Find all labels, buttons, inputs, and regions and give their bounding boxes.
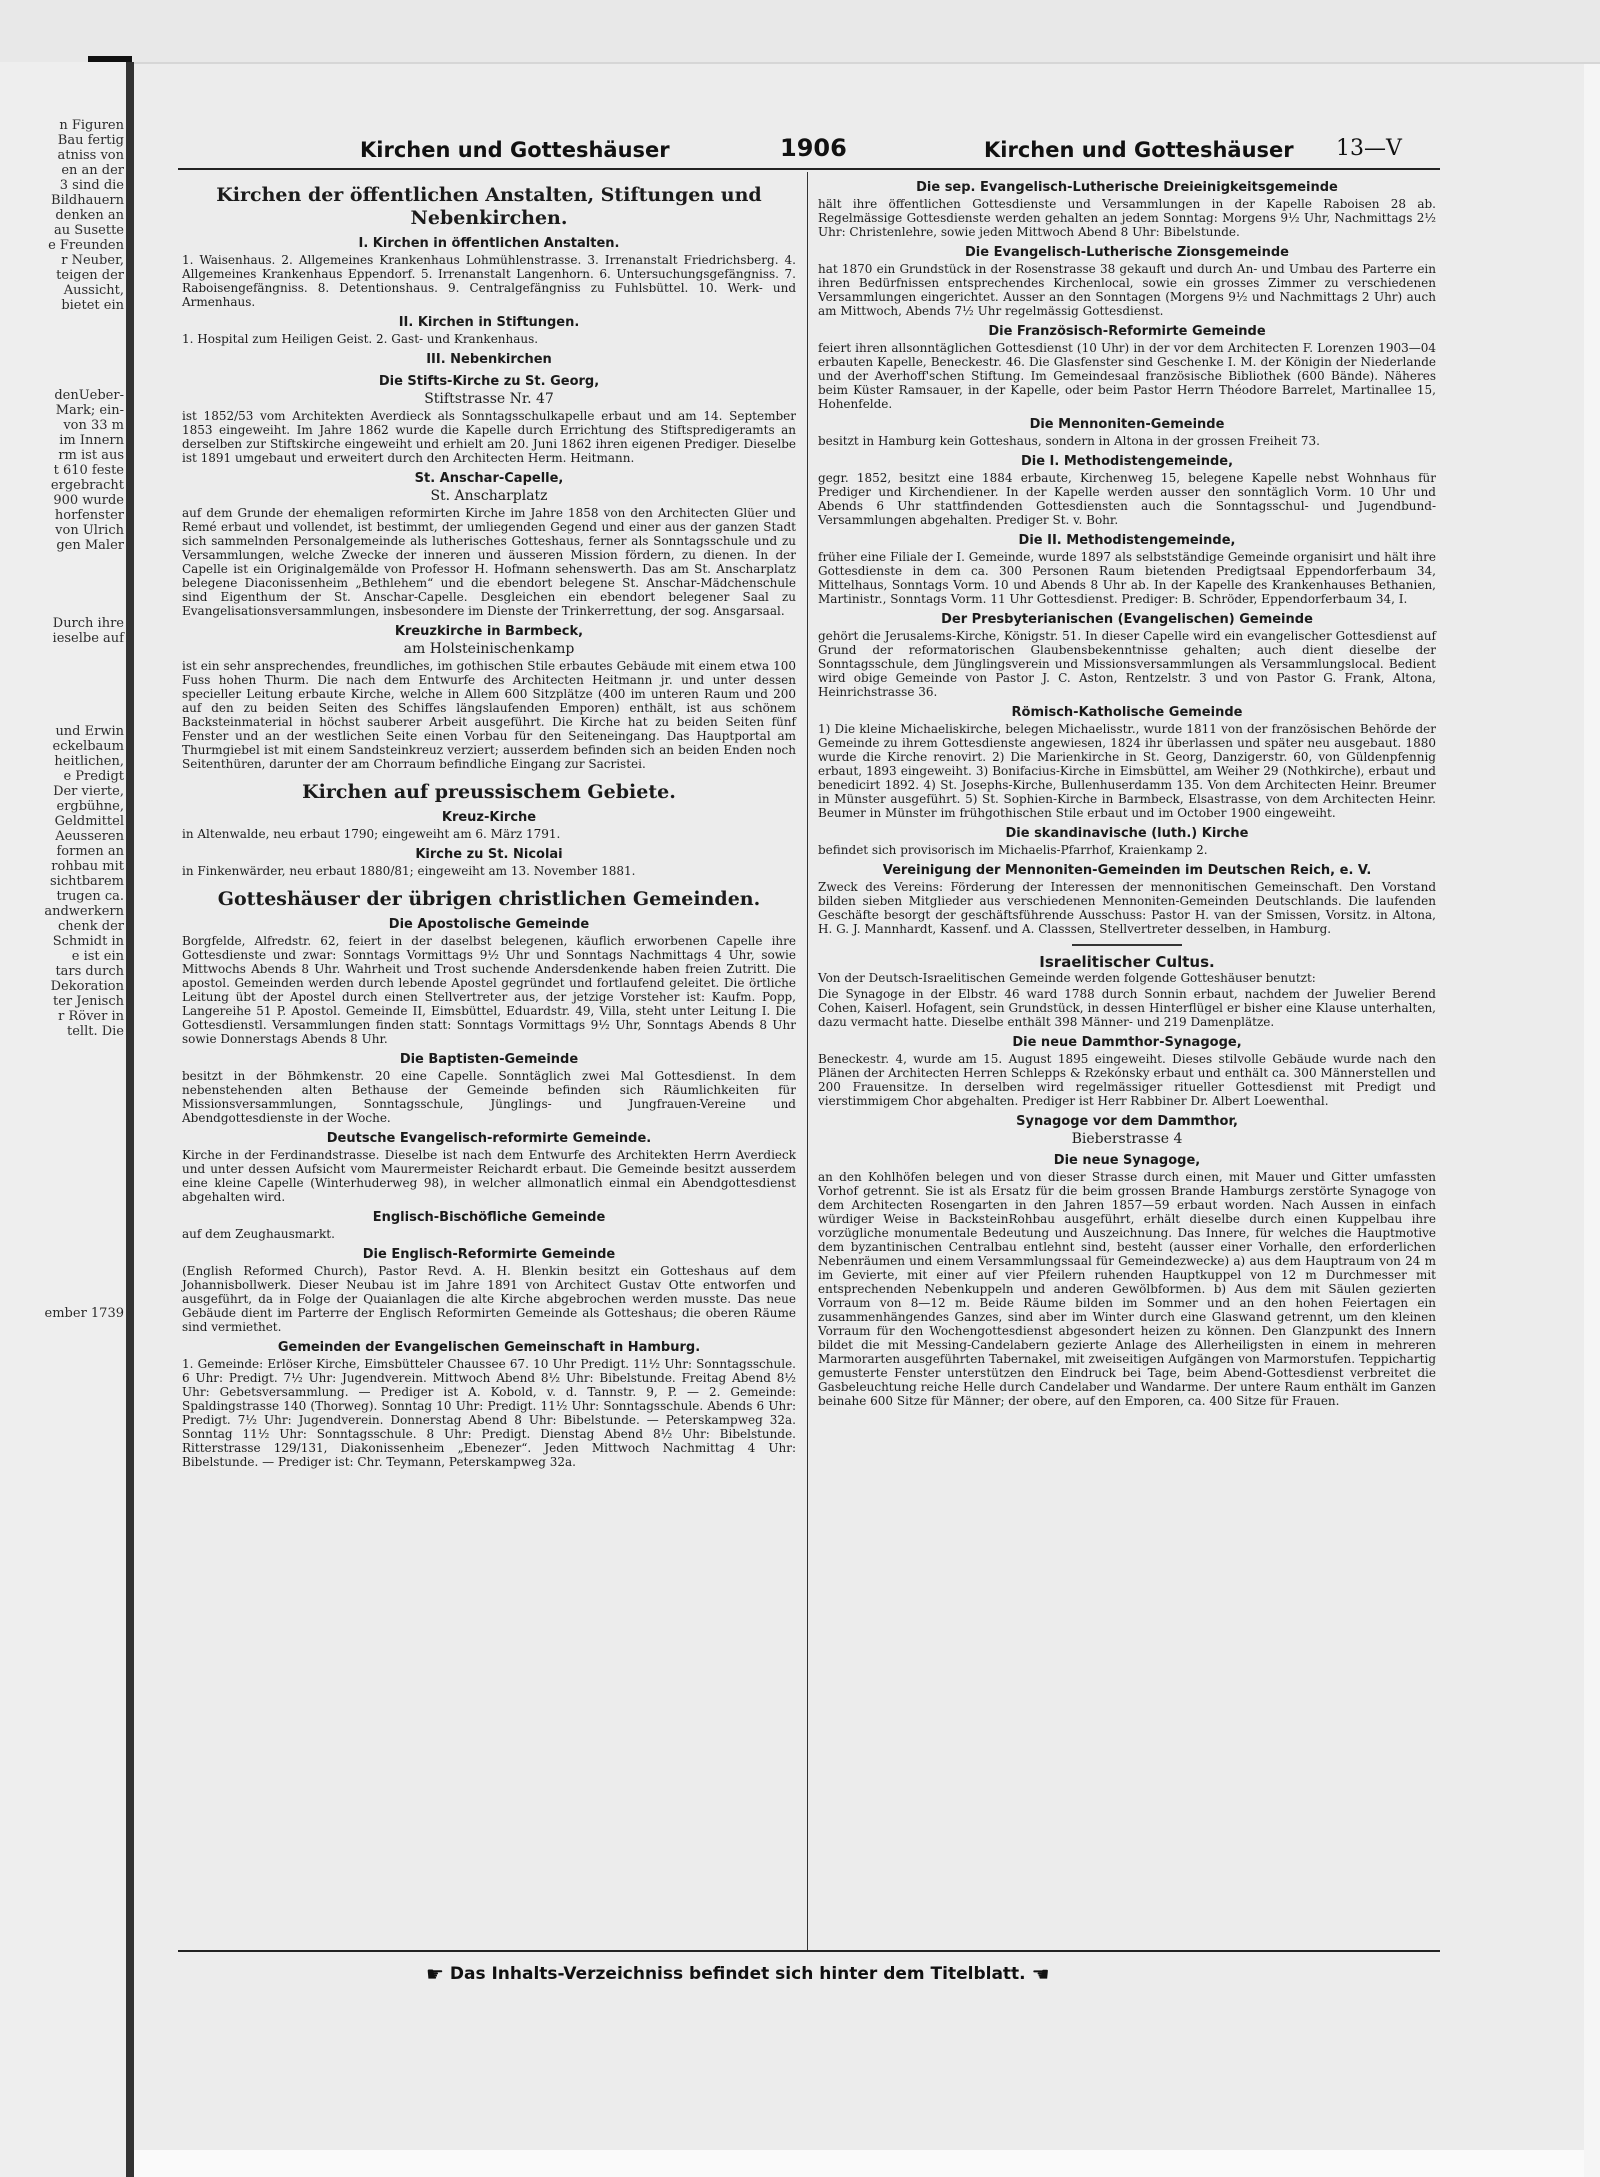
text-english-reformed: (English Reformed Church), Pastor Revd. A. H. Blenkin besitzt ein Gotteshaus auf dem Johannisbollwerk. Dieser Neubau ist im Jahre 1891 von Architect Gustav Otte entworfen und ausgeführt, da in Folge der Quaianlagen die alte Kirche abgebrochen werden musste. Das neue Gebäude dient im Parterre der Englisch Reformirten Gemeinde als Gotteshaus; die oberen Räume sind vermiethet. bbox=[182, 1264, 796, 1334]
text-anschar: auf dem Grunde der ehemaligen reformirten Kirche im Jahre 1858 von den Architecten Glüer und Remé erbaut und vollendet, ist bestimmt, der umliegenden Gegend und einer aus der ganzen Stadt sich sammelnden Personalgemeinde als lutherisches Gotteshaus, ferner als Sonntagsschule und zu Versammlungen, welche Zwecke der inneren und äusseren Mission fördern, zu dienen. In der Capelle ist ein Originalgemälde von Professor H. Hofmann sehenswerth. Das am St. Anscharplatz belegene Diaconissenheim „Bethlehem“ und die ebendort belegene St. Anschar-Mädchenschule sind Eigenthum der St. Anschar-Capelle. Desgleichen ein ebendort belegener Saal zu Evangelisationsversammlungen, insbesondere im Dienste der Trinkerrettung, der sog. Ansgarsaal. bbox=[182, 506, 796, 618]
heading-english-episcopal: Englisch-Bischöfliche Gemeinde bbox=[372, 1210, 606, 1225]
previous-page-fragment: gen Maler bbox=[56, 538, 124, 553]
heading-dammthor: Synagoge vor dem Dammthor, bbox=[1016, 1114, 1238, 1129]
text-israelite: Von der Deutsch-Israelitischen Gemeinde werden folgende Gotteshäuser benutzt: bbox=[818, 971, 1316, 985]
heading-st-georg: Die Stifts-Kirche zu St. Georg, bbox=[378, 374, 600, 389]
text-scandinavian: befindet sich provisorisch im Michaelis-Pfarrhof, Kraienkamp 2. bbox=[818, 843, 1208, 857]
text-baptist: besitzt in der Böhmkenstr. 20 eine Capelle. Sonntäglich zwei Mal Gottesdienst. In dem nebenstehenden alten Bethause der Gemeinde befinden sich Räumlichkeiten für Missionsversammlungen, Sonntagsschule, Jünglings- und Jungfrauen-Vereine und Abendgottesdienste in der Woche. bbox=[182, 1069, 796, 1125]
previous-page-edge bbox=[0, 62, 126, 2177]
heading-trinity: Die sep. Evangelisch-Lutherische Dreieinigkeitsgemeinde bbox=[916, 180, 1338, 195]
running-header-left: Kirchen und Gotteshäuser bbox=[360, 138, 670, 162]
text-st-georg: ist 1852/53 vom Architekten Averdieck als Sonntagsschulkapelle erbaut und am 14. September 1853 eingeweiht. Im Jahre 1862 wurde die Kapelle durch Errichtung des Stiftspredigeramts an derselben zur Stiftskirche eingeweiht und erhielt am 20. Juni 1862 ihren eigenen Prediger. Dieselbe ist 1891 umgebaut und erweitert durch den Architecten Herm. Heitmann. bbox=[182, 409, 796, 465]
previous-page-fragment: chenk der bbox=[58, 919, 124, 934]
scan-top-margin bbox=[0, 0, 1600, 62]
book-gutter bbox=[126, 62, 134, 2177]
text-dammthor-new: Beneckestr. 4, wurde am 15. August 1895 eingeweiht. Dieses stilvolle Gebäude wurde nach den Plänen der Architecten Herren Schlepps & Rzekónsky erbaut und enthält ca. 300 Männerstellen und 200 Frauensitze. In derselben wird regelmässiger ritueller Gottesdienst mit Predigt und vierstimmigem Chor abgehalten. Prediger ist Herr Rabbiner Dr. Albert Loewenthal. bbox=[818, 1052, 1436, 1108]
heading-public-institutions: I. Kirchen in öffentlichen Anstalten. bbox=[358, 236, 620, 251]
previous-page-fragment: r Röver in bbox=[58, 1009, 124, 1024]
running-header-year: 1906 bbox=[780, 134, 847, 162]
address-st-georg: Stiftstrasse Nr. 47 bbox=[424, 391, 554, 407]
text-synagogue-elbstr: Die Synagoge in der Elbstr. 46 ward 1788 durch Sonnin erbaut, nachdem der Juwelier Berend Cohen, Kaiserl. Hofagent, sein Grundstück, in dessen Hinterflügel er bisher eine Klause unterhalten, dazu vermacht hatte. Dieselbe enthält 398 Männer- und 219 Damenplätze. bbox=[818, 987, 1436, 1029]
heading-apostolic: Die Apostolische Gemeinde bbox=[388, 917, 590, 932]
previous-page-fragment: n Figuren bbox=[59, 118, 124, 133]
footer-note bbox=[426, 1962, 1050, 1986]
left-column bbox=[182, 180, 796, 1471]
heading-french-reformed: Die Französisch-Reformirte Gemeinde bbox=[988, 324, 1266, 339]
text-new-synagogue: an den Kohlhöfen belegen und von dieser Strasse durch einen, mit Mauer und Gitter umfassten Vorhof getrennt. Sie ist als Ersatz für die beim grossen Brande Hamburgs zerstörte Synagoge von dem Architecten Rosengarten in den Jahren 1857—59 erbaut worden. Nach Aussen in einfach würdiger Weise in BacksteinRohbau ausgeführt, erhält dieselbe durch einen Kuppelbau ihre vorzügliche monumentale Bedeutung und Auszeichnung. Das Innere, für welches die Hauptmotive dem byzantinischen Centralbau entlehnt sind, besteht (ausser einer Vorhalle, den erforderlichen Nebenräumen und einem Versammlungssaal für Gemeindezwecke) a) aus dem Hauptraum von 24 m im Gevierte, mit einer auf vier Pfeilern ruhenden Hauptkuppel von 12 m Durchmesser mit entsprechenden Nebenkuppeln und anderen Gewölbformen. b) Aus dem mit Säulen gezierten Vorraum von 8—12 m. Beide Räume bilden im Sommer und an den hohen Feiertagen ein zusammenhängendes Ganzes, sind aber im Winter durch eine Glaswand getrennt, um den kleinen Vorraum für den Wochengottesdienst abgesondert heizen zu können. Den Glanzpunkt des Innern bildet die mit Messing-Candelabern gezierte Anlage des Allerheiligsten in einem in mehreren Marmorarten ausgeführten Tabernakel, mit zweiseitigen Aufgängen von Marmorstufen. Teppichartig gemusterte Fenster unterstützen den Eindruck bei Tage, beim Abend-Gottesdienst verbreitet die Gasbeleuchtung reiche Helle durch Candelaber und Wandarme. Der untere Raum enthält im Ganzen beinahe 600 Sitze für Männer; der obere, auf den Emporen, ca. 400 Sitze für Frauen. bbox=[818, 1170, 1436, 1408]
text-apostolic: Borgfelde, Alfredstr. 62, feiert in der daselbst belegenen, käuflich erworbenen Capelle ihre Gottesdienste und zwar: Sonntags Vormittags 9½ Uhr und Sonntags Nachmittags 4 Uhr, sowie Mittwochs Abends 8 Uhr. Wahrheit und Trost suchende Andersdenkende haben freien Zutritt. Die apostol. Gemeinden werden durch lebende Apostel gegründet und fortlaufend geleitet. Die örtliche Leitung übt der Apostel durch einen Stellvertreter aus, der jetzige Vorsteher ist: Kaufm. Popp, Langereihe 51 P. Apostol. Gemeinde II, Eimsbüttel, Eduardstr. 49, Villa, steht unter Leitung I. Die Gottesdienstl. Versammlungen finden statt: Sonntags Vormittags 9½ Uhr, Sonntags Abends 8 Uhr sowie Donnerstags Abends 8 Uhr. bbox=[182, 934, 796, 1046]
previous-page-fragment: au Susette bbox=[53, 223, 124, 238]
previous-page-fragment: ergebracht bbox=[50, 478, 124, 493]
heading-anschar: St. Anschar-Capelle, bbox=[414, 471, 564, 486]
text-german-reformed: Kirche in der Ferdinandstrasse. Dieselbe ist nach dem Entwurfe des Architekten Herrn Averdieck und unter dessen Aufsicht vom Maurermeister Reichardt erbaut. Die Gemeinde besitzt ausserdem eine kleine Capelle (Winterhuderweg 98), in welcher allmonatlich einmal ein Abendgottesdienst abgehalten wird. bbox=[182, 1148, 796, 1204]
previous-page-fragment: trugen ca. bbox=[56, 889, 124, 904]
column-divider bbox=[807, 172, 808, 1950]
previous-page-fragment: heitlichen, bbox=[54, 754, 124, 769]
heading-catholic: Römisch-Katholische Gemeinde bbox=[1011, 705, 1243, 720]
previous-page-fragment: denken an bbox=[55, 208, 124, 223]
heading-dammthor-new: Die neue Dammthor-Synagoge, bbox=[1012, 1035, 1242, 1050]
running-header-right: Kirchen und Gotteshäuser bbox=[984, 138, 1294, 162]
section-title-prussian: Kirchen auf preussischem Gebiete. bbox=[302, 781, 676, 803]
previous-page-fragment: Bildhauern bbox=[51, 193, 124, 208]
heading-new-synagogue: Die neue Synagoge, bbox=[1053, 1153, 1201, 1168]
previous-page-fragment: eckelbaum bbox=[52, 739, 124, 754]
heading-side-churches: III. Nebenkirchen bbox=[426, 352, 552, 367]
previous-page-fragment: ter Jenisch bbox=[52, 994, 124, 1009]
previous-page-fragment: rohbau mit bbox=[51, 859, 124, 874]
previous-page-fragment: tars durch bbox=[55, 964, 124, 979]
previous-page-fragment: tellt. Die bbox=[67, 1024, 124, 1039]
heading-foundations: II. Kirchen in Stiftungen. bbox=[398, 315, 580, 330]
text-catholic: 1) Die kleine Michaeliskirche, belegen Michaelisstr., wurde 1811 von der französischen Behörde der Gemeinde zu ihrem Gottesdienste angewiesen, 1824 ihr überlassen und später neu ausgebaut. 1880 wurde die Kirche renovirt. 2) Die Marienkirche in St. Georg, Danzigerstr. 60, von Güldenpfennig erbaut, 1893 eingeweiht. 3) Bonifacius-Kirche in Eimsbüttel, am Weiher 29 (Nothkirche), erbaut und benedicirt 1892. 4) St. Josephs-Kirche, Bullenhuserdamm 135. Von dem Architecten Heinr. Breumer in Münster ausgeführt. 5) St. Sophien-Kirche in Barmbeck, Elsastrasse, von dem Architecten Heinr. Beumer in Münster im frühgothischen Stile erbaut und im October 1900 eingeweiht. bbox=[818, 722, 1436, 820]
previous-page-fragment: en an der bbox=[61, 163, 124, 178]
previous-page-fragment: formen an bbox=[56, 844, 124, 859]
heading-mennonite: Die Mennoniten-Gemeinde bbox=[1029, 417, 1225, 432]
address-barmbeck: am Holsteinischenkamp bbox=[403, 641, 575, 657]
section-title-public: Kirchen der öffentlichen Anstalten, Stiftungen und Nebenkirchen. bbox=[216, 184, 762, 229]
previous-page-fragment: Aeusseren bbox=[55, 829, 124, 844]
heading-mennonite-union: Vereinigung der Mennoniten-Gemeinden im Deutschen Reich, e. V. bbox=[882, 863, 1372, 878]
address-anschar: St. Anscharplatz bbox=[430, 488, 548, 504]
heading-methodist-1: Die I. Methodistengemeinde, bbox=[1020, 454, 1234, 469]
text-presbyterian: gehört die Jerusalems-Kirche, Königstr. 51. In dieser Capelle wird ein evangelischer Gottesdienst auf Grund der reformatorischen Glaubensbekenntnisse gehalten; auch dient dieselbe der Sonntagsschule, dem Jünglingsverein und Missionsversammlungen als Versammlungslocal. Bedient wird obige Gemeinde von Pastor J. C. Aston, Rentzelstr. 3 und von Pastor G. Frank, Altona, Heinrichstrasse 36. bbox=[818, 629, 1436, 699]
previous-page-fragment: andwerkern bbox=[44, 904, 124, 919]
previous-page-fragment: atniss von bbox=[57, 148, 124, 163]
text-evangelical-community: 1. Gemeinde: Erlöser Kirche, Eimsbütteler Chaussee 67. 10 Uhr Predigt. 11½ Uhr: Sonntagsschule. 6 Uhr: Predigt. 7½ Uhr: Jugendverein. Mittwoch Abend 8½ Uhr: Bibelstunde. Freitag Abend 8½ Uhr: Gebetsversammlung. — Prediger ist A. Kobold, v. d. Tannstr. 9, P. — 2. Gemeinde: Spaldingstrasse 140 (Thorweg). Sonntag 10 Uhr: Predigt. 11½ Uhr: Sonntagsschule. Abends 6 Uhr: Predigt. 7½ Uhr: Jugendverein. Donnerstag Abend 8 Uhr: Bibelstunde. — Peterskampweg 32a. Sonntag 11½ Uhr: Sonntagsschule. 8 Uhr: Predigt. Dienstag Abend 8½ Uhr: Bibelstunde. Ritterstrasse 129/131, Diakonissenheim „Ebenezer“. Jeden Mittwoch Nachmittag 4 Uhr: Bibelstunde. — Prediger ist: Chr. Teymann, Peterskampweg 32a. bbox=[182, 1357, 796, 1469]
previous-page-fragment: e Predigt bbox=[63, 769, 124, 784]
text-methodist-1: gegr. 1852, besitzt eine 1884 erbaute, Kirchenweg 15, belegene Kapelle nebst Wohnhaus für Prediger und Kirchendiener. In der Kapelle werden ausser den sonntäglich Vorm. 10 Uhr und Abends 6 Uhr stattfindenden Gottesdiensten auch die Sonntagsschul- und Jugendbund-Versammlungen abgehalten. Prediger St. v. Bohr. bbox=[818, 471, 1436, 527]
previous-page-fragment: ergbühne, bbox=[56, 799, 124, 814]
heading-barmbeck: Kreuzkirche in Barmbeck, bbox=[394, 624, 584, 639]
text-methodist-2: früher eine Filiale der I. Gemeinde, wurde 1897 als selbstständige Gemeinde organisirt und hält ihre Gottesdienste in dem ca. 300 Personen Raum bietenden Predigtsaal Eppendorferbaum 34, Mittelhaus, Sonntags Vorm. 10 und Abends 8 Uhr ab. In der Kapelle des Krankenhauses Bethanien, Martinistr., Sonntags Vorm. 11 Uhr Gottesdienst. Prediger: B. Schröder, Eppendorferbaum 34, I. bbox=[818, 550, 1436, 606]
previous-page-fragment: Bau fertig bbox=[57, 133, 124, 148]
heading-israelite: Israelitischer Cultus. bbox=[1039, 953, 1215, 971]
previous-page-fragment: horfenster bbox=[54, 508, 124, 523]
previous-page-fragment: Durch ihre bbox=[52, 616, 124, 631]
previous-page-fragment: t 610 feste bbox=[53, 463, 124, 478]
previous-page-fragment: Geldmittel bbox=[54, 814, 124, 829]
text-zion: hat 1870 ein Grundstück in der Rosenstrasse 38 gekauft und durch An- und Umbau des Parterre ein ihren Bedürfnissen entsprechendes Kirchenlocal, sowie ein grosses Zimmer zu verschiedenen Versammlungen eingerichtet. Ausser an den Sonntagen (Morgens 9½ und Nachmittags 2 Uhr) auch am Mittwoch, Abends 7½ Uhr regelmässig Gottesdienst. bbox=[818, 262, 1436, 318]
page-number: 13—V bbox=[1336, 136, 1402, 161]
previous-page-fragment: e Freunden bbox=[48, 238, 124, 253]
previous-page-fragment: Schmidt in bbox=[52, 934, 124, 949]
heading-evangelical-community: Gemeinden der Evangelischen Gemeinschaft in Hamburg. bbox=[277, 1340, 701, 1355]
previous-page-fragment: rm ist aus bbox=[58, 448, 124, 463]
previous-page-fragment: Aussicht, bbox=[63, 283, 124, 298]
pointing-hand-right-icon: ☛ bbox=[426, 1962, 444, 1986]
previous-page-fragment: r Neuber, bbox=[61, 253, 124, 268]
text-english-episcopal: auf dem Zeughausmarkt. bbox=[182, 1227, 335, 1241]
section-title-other-christian: Gotteshäuser der übrigen christlichen Gemeinden. bbox=[217, 888, 761, 910]
previous-page-fragment: Der vierte, bbox=[53, 784, 124, 799]
heading-zion: Die Evangelisch-Lutherische Zionsgemeinde bbox=[965, 245, 1289, 260]
previous-page-fragment: 900 wurde bbox=[53, 493, 124, 508]
right-column bbox=[818, 180, 1436, 1410]
heading-presbyterian: Der Presbyterianischen (Evangelischen) Gemeinde bbox=[941, 612, 1313, 627]
heading-german-reformed: Deutsche Evangelisch-reformirte Gemeinde. bbox=[326, 1131, 652, 1146]
page-right-edge bbox=[1584, 64, 1600, 2177]
text-french-reformed: feiert ihren allsonntäglichen Gottesdienst (10 Uhr) in der vor dem Architecten F. Lorenzen 1903—04 erbauten Kapelle, Beneckestr. 46. Die Glasfenster sind Geschenke I. M. der Königin der Niederlande und der Averhoff'schen Stiftung. Im Gemeindesaal französische Bibliothek (600 Bände). Näheres beim Küster Ramsauer, in der Kapelle, oder beim Pastor Herrn Théodore Barrelet, Martinallee 15, Hohenfelde. bbox=[818, 341, 1436, 411]
text-mennonite: besitzt in Hamburg kein Gotteshaus, sondern in Altona in der grossen Freiheit 73. bbox=[818, 434, 1320, 448]
address-dammthor: Bieberstrasse 4 bbox=[1071, 1131, 1183, 1147]
header-rule bbox=[178, 168, 1440, 170]
heading-scandinavian: Die skandinavische (luth.) Kirche bbox=[1005, 826, 1249, 841]
text-kreuz-kirche: in Altenwalde, neu erbaut 1790; eingeweiht am 6. März 1791. bbox=[182, 827, 561, 841]
previous-page-fragment: Dekoration bbox=[50, 979, 124, 994]
previous-page-fragment: von 33 m bbox=[63, 418, 124, 433]
previous-page-fragment: von Ulrich bbox=[55, 523, 124, 538]
text-barmbeck: ist ein sehr ansprechendes, freundliches, im gothischen Stile erbautes Gebäude mit einem etwa 100 Fuss hohen Thurm. Die nach dem Entwurfe des Architecten Heitmann jr. und unter dessen specieller Leitung erbaute Kirche, welche in Allem 600 Sitzplätze (400 im unteren Raum und 200 auf den zu beiden Seiten des Schiffes längslaufenden Emporen) enthält, ist aus schönem Backsteinmaterial in höchst sauberer Arbeit ausgeführt. Die Kirche hat zu beiden Seiten fünf Fenster und an der westlichen Seite einen Vorbau für den Seiteneingang. Das Hauptportal am Thurmgiebel ist mit einem Sandsteinkreuz verziert; ausserdem befinden sich an beiden Enden noch Seitenthüren, darunter der am Chorraum befindliche Eingang zur Sacristei. bbox=[182, 659, 796, 771]
previous-page-fragment: im Innern bbox=[59, 433, 124, 448]
heading-english-reformed: Die Englisch-Reformirte Gemeinde bbox=[362, 1247, 616, 1262]
heading-st-nicolai: Kirche zu St. Nicolai bbox=[415, 847, 563, 862]
previous-page-fragment: denUeber- bbox=[54, 388, 124, 403]
previous-page-fragment: ember 1739 bbox=[44, 1306, 124, 1321]
pointing-hand-left-icon: ☚ bbox=[1031, 1962, 1050, 1986]
page-bottom-margin bbox=[134, 2150, 1584, 2177]
text-mennonite-union: Zweck des Vereins: Förderung der Interessen der mennonitischen Gemeinschaft. Den Vorstand bilden sieben Mitglieder aus verschiedenen Mennoniten-Gemeinden Deutschlands. Die laufenden Geschäfte besorgt der geschäftsführende Ausschuss: Pastor H. van der Smissen, Vorsitz. in Altona, H. G. J. Mannhardt, Kassenf. und A. Classsen, Stellvertreter desselben, in Hamburg. bbox=[818, 880, 1436, 936]
previous-page-fragment: bietet ein bbox=[61, 298, 124, 313]
previous-page-fragment: teigen der bbox=[56, 268, 124, 283]
text-public-institutions: 1. Waisenhaus. 2. Allgemeines Krankenhaus Lohmühlenstrasse. 3. Irrenanstalt Friedrichsberg. 4. Allgemeines Krankenhaus Eppendorf. 5. Irrenanstalt Langenhorn. 6. Untersuchungsgefängniss. 7. Raboisengefängniss. 8. Detentionshaus. 9. Centralgefängniss zu Fuhlsbüttel. 10. Werk- und Armenhaus. bbox=[182, 253, 796, 309]
text-st-nicolai: in Finkenwärder, neu erbaut 1880/81; eingeweiht am 13. November 1881. bbox=[182, 864, 636, 878]
previous-page-fragment: sichtbarem bbox=[49, 874, 124, 889]
previous-page-fragment: ieselbe auf bbox=[52, 631, 124, 646]
heading-methodist-2: Die II. Methodistengemeinde, bbox=[1018, 533, 1236, 548]
heading-baptist: Die Baptisten-Gemeinde bbox=[399, 1052, 579, 1067]
footer-text: Das Inhalts-Verzeichniss befindet sich hinter dem Titelblatt. bbox=[449, 1964, 1026, 1984]
text-foundations: 1. Hospital zum Heiligen Geist. 2. Gast- und Krankenhaus. bbox=[182, 332, 539, 346]
bottom-rule bbox=[178, 1950, 1440, 1952]
section-rule bbox=[1072, 944, 1182, 946]
previous-page-fragment: und Erwin bbox=[55, 724, 124, 739]
previous-page-fragment: Mark; ein- bbox=[55, 403, 124, 418]
text-trinity: hält ihre öffentlichen Gottesdienste und Versammlungen in der Kapelle Raboisen 28 ab. Regelmässige Gottesdienste werden gehalten an jedem Sonntag: Morgens 9½ Uhr, Nachmittags 2½ Uhr: Christenlehre, sowie jeden Mittwoch Abend 8 Uhr: Bibelstunde. bbox=[818, 197, 1436, 239]
heading-kreuz-kirche: Kreuz-Kirche bbox=[441, 810, 537, 825]
previous-page-fragment: 3 sind die bbox=[59, 178, 124, 193]
previous-page-fragment: e ist ein bbox=[71, 949, 124, 964]
